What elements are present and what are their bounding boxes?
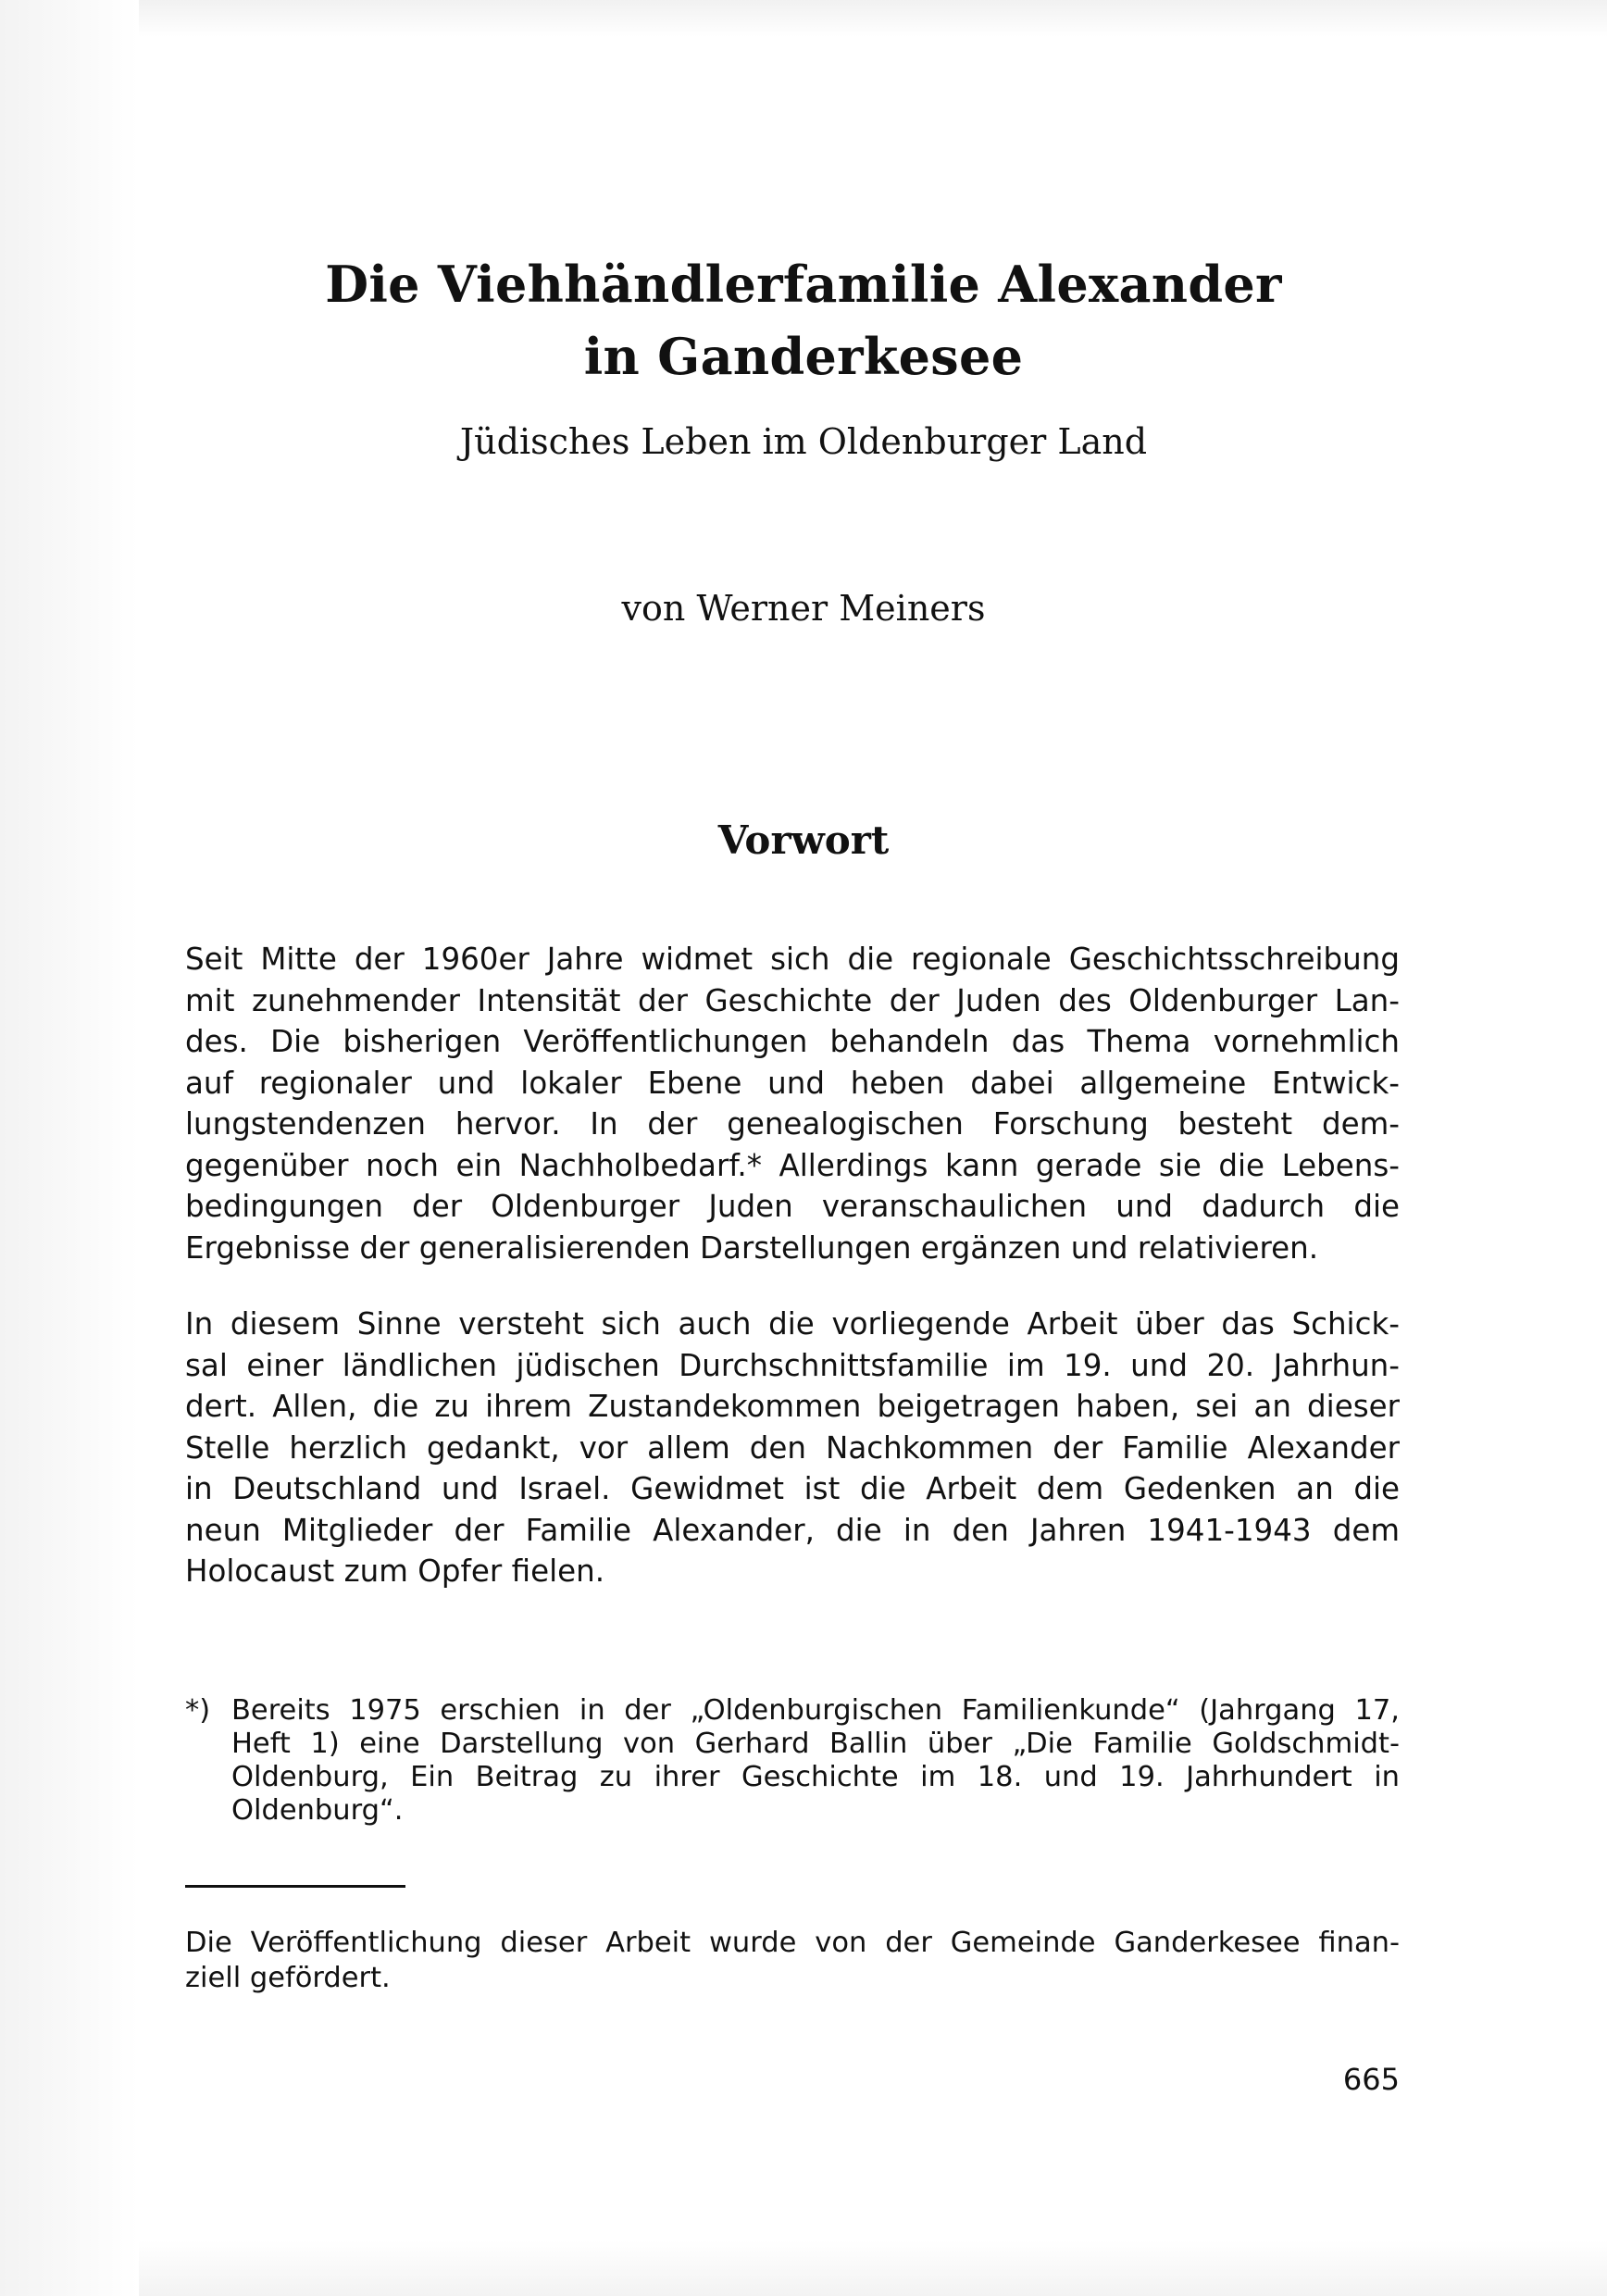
footnote-divider bbox=[185, 1885, 405, 1888]
scan-shadow-left bbox=[0, 0, 139, 2296]
author-byline: von Werner Meiners bbox=[621, 588, 986, 629]
footnote bbox=[185, 1694, 1400, 1828]
page-number: 665 bbox=[1342, 2062, 1400, 2097]
text-line: mit zunehmender Intensität der Geschichte der Juden des Oldenburger Lan- bbox=[185, 982, 1400, 1018]
text-line: In diesem Sinne versteht sich auch die vorliegende Arbeit über das Schick- bbox=[185, 1306, 1400, 1341]
section-heading-vorwort: Vorwort bbox=[717, 817, 890, 863]
scan-shadow-bottom bbox=[139, 2240, 1607, 2296]
article-title-line-1: Die Viehhändlerfamilie Alexander bbox=[325, 255, 1282, 314]
funding-note-line: Die Veröffentlichung dieser Arbeit wurde von der Gemeinde Ganderkesee finan- bbox=[185, 1927, 1400, 1959]
text-line: dert. Allen, die zu ihrem Zustandekommen beigetragen haben, sei an dieser bbox=[185, 1389, 1400, 1424]
text-line: auf regionaler und lokaler Ebene und heben dabei allgemeine Entwick- bbox=[185, 1065, 1400, 1101]
foreword-paragraph-2 bbox=[185, 1304, 1400, 1592]
article-title-line-2: in Ganderkesee bbox=[583, 327, 1024, 386]
article-subtitle: Jüdisches Leben im Oldenburger Land bbox=[459, 421, 1148, 462]
footnote-body bbox=[231, 1694, 1400, 1828]
scan-shadow-top bbox=[139, 0, 1607, 37]
text-line: bedingungen der Oldenburger Juden veranschaulichen und dadurch die bbox=[185, 1189, 1400, 1224]
footnote-line: Oldenburg“. bbox=[231, 1794, 404, 1827]
foreword-paragraph-1 bbox=[185, 939, 1400, 1268]
funding-note-line: ziell gefördert. bbox=[185, 1962, 391, 1994]
text-line: Seit Mitte der 1960er Jahre widmet sich die regionale Geschichtsschreibung bbox=[185, 942, 1400, 977]
footnote-line: Heft 1) eine Darstellung von Gerhard Ballin über „Die Familie Goldschmidt- bbox=[231, 1728, 1400, 1760]
text-line: in Deutschland und Israel. Gewidmet ist die Arbeit dem Gedenken an die bbox=[185, 1471, 1400, 1506]
footnote-marker: *) bbox=[185, 1694, 211, 1727]
text-line: des. Die bisherigen Veröffentlichungen behandeln das Thema vornehmlich bbox=[185, 1024, 1400, 1059]
text-line: gegenüber noch ein Nachholbedarf.* Allerdings kann gerade sie die Lebens- bbox=[185, 1147, 1400, 1183]
article-title bbox=[185, 248, 1422, 393]
funding-note bbox=[185, 1926, 1400, 1996]
footnote-line: Bereits 1975 erschien in der „Oldenburgischen Familienkunde“ (Jahrgang 17, bbox=[231, 1694, 1400, 1727]
text-line: Ergebnisse der generalisierenden Darstellungen ergänzen und relativieren. bbox=[185, 1229, 1319, 1266]
text-line: Stelle herzlich gedankt, vor allem den Nachkommen der Familie Alexander bbox=[185, 1429, 1400, 1466]
text-line: neun Mitglieder der Familie Alexander, die in den Jahren 1941-1943 dem bbox=[185, 1512, 1400, 1548]
text-line: sal einer ländlichen jüdischen Durchschnittsfamilie im 19. und 20. Jahrhun- bbox=[185, 1347, 1400, 1383]
text-line: lungstendenzen hervor. In der genealogischen Forschung besteht dem- bbox=[185, 1106, 1400, 1142]
footnote-line: Oldenburg, Ein Beitrag zu ihrer Geschichte im 18. und 19. Jahrhundert in bbox=[231, 1761, 1400, 1793]
text-line: Holocaust zum Opfer fielen. bbox=[185, 1554, 605, 1589]
